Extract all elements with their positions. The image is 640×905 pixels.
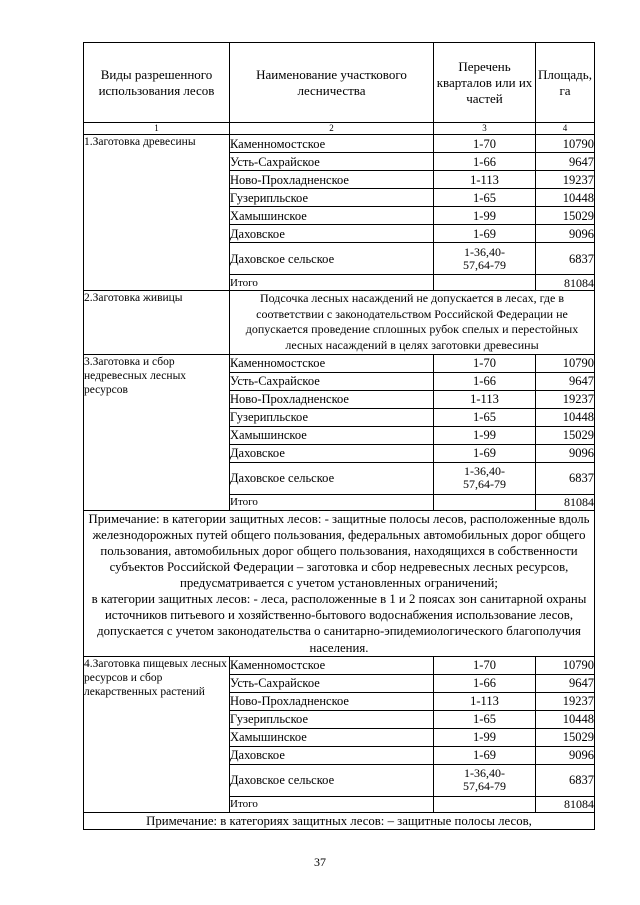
area-value: 15029 bbox=[536, 728, 595, 746]
total-range-empty bbox=[434, 494, 536, 510]
total-label: Итого bbox=[230, 494, 434, 510]
quarter-range: 1-99 bbox=[434, 728, 536, 746]
forestry-name: Ново-Прохладненское bbox=[230, 390, 434, 408]
forestry-name: Хамышинское bbox=[230, 426, 434, 444]
forestry-name: Даховское bbox=[230, 746, 434, 764]
forestry-name: Даховское bbox=[230, 225, 434, 243]
total-label: Итого bbox=[230, 275, 434, 291]
quarter-range: 1-70 bbox=[434, 656, 536, 674]
quarter-range bbox=[434, 764, 536, 796]
category-cell: 1.Заготовка древесины bbox=[84, 135, 230, 291]
column-index: 3 bbox=[434, 123, 536, 135]
area-value: 10448 bbox=[536, 710, 595, 728]
note-paragraph: в категории защитных лесов: - леса, расположенные в 1 и 2 поясах зон санитарной охраны источников питьевого и хозяйственно-бытового водоснабжения использование лесов, допускается с учетом законодательства о санитарно-эпидемиологического благополучия населения. bbox=[91, 592, 587, 655]
area-value: 10790 bbox=[536, 135, 595, 153]
area-value: 9647 bbox=[536, 153, 595, 171]
quarter-range: 1-65 bbox=[434, 189, 536, 207]
total-label: Итого bbox=[230, 796, 434, 812]
area-value: 6837 bbox=[536, 462, 595, 494]
area-value: 10790 bbox=[536, 354, 595, 372]
quarter-range: 1-99 bbox=[434, 426, 536, 444]
quarter-range bbox=[434, 243, 536, 275]
quarter-range: 1-66 bbox=[434, 153, 536, 171]
forestry-name: Каменномостское bbox=[230, 354, 434, 372]
total-range-empty bbox=[434, 796, 536, 812]
forestry-name: Гузерипльское bbox=[230, 189, 434, 207]
quarter-range: 1-65 bbox=[434, 408, 536, 426]
forestry-name: Хамышинское bbox=[230, 207, 434, 225]
quarter-range: 1-70 bbox=[434, 354, 536, 372]
forestry-name: Каменномостское bbox=[230, 656, 434, 674]
table-row bbox=[84, 135, 595, 153]
area-value: 9647 bbox=[536, 372, 595, 390]
note-protective-forests bbox=[84, 510, 595, 656]
area-value: 10790 bbox=[536, 656, 595, 674]
note-row bbox=[84, 812, 595, 829]
area-value: 9647 bbox=[536, 674, 595, 692]
quarter-range-line: 1-36,40- bbox=[464, 464, 505, 479]
quarter-range bbox=[434, 462, 536, 494]
quarter-range-line: 57,64-79 bbox=[463, 477, 506, 492]
forestry-name: Даховское сельское bbox=[230, 243, 434, 275]
area-value: 15029 bbox=[536, 207, 595, 225]
quarter-range: 1-99 bbox=[434, 207, 536, 225]
area-value: 9096 bbox=[536, 225, 595, 243]
table-header-row bbox=[84, 43, 595, 123]
column-index-row bbox=[84, 123, 595, 135]
area-value: 6837 bbox=[536, 764, 595, 796]
total-area: 81084 bbox=[536, 275, 595, 291]
area-value: 19237 bbox=[536, 692, 595, 710]
quarter-range-line: 1-36,40- bbox=[464, 766, 505, 781]
forestry-name: Даховское сельское bbox=[230, 462, 434, 494]
quarter-range: 1-65 bbox=[434, 710, 536, 728]
resin-note: Подсочка лесных насаждений не допускается в лесах, где в соответствии с законодательством Российской Федерации не допускается проведение сплошных рубок спелых и перестойных лесных насаждений в целях заготовки древесины bbox=[230, 291, 595, 355]
forestry-name: Ново-Прохладненское bbox=[230, 171, 434, 189]
area-value: 9096 bbox=[536, 746, 595, 764]
area-value: 10448 bbox=[536, 189, 595, 207]
column-index: 4 bbox=[536, 123, 595, 135]
quarter-range: 1-69 bbox=[434, 444, 536, 462]
quarter-range-line: 57,64-79 bbox=[463, 257, 506, 272]
quarter-range: 1-113 bbox=[434, 692, 536, 710]
quarter-range: 1-66 bbox=[434, 372, 536, 390]
note-row bbox=[84, 510, 595, 656]
forestry-name: Каменномостское bbox=[230, 135, 434, 153]
forestry-name: Хамышинское bbox=[230, 728, 434, 746]
category-cell: 4.Заготовка пищевых лесных ресурсов и сбор лекарственных растений bbox=[84, 656, 230, 812]
forestry-name: Усть-Сахрайское bbox=[230, 674, 434, 692]
area-value: 10448 bbox=[536, 408, 595, 426]
forest-use-table bbox=[83, 42, 595, 830]
quarter-range: 1-69 bbox=[434, 225, 536, 243]
category-cell: 2.Заготовка живицы bbox=[84, 291, 230, 355]
area-value: 19237 bbox=[536, 390, 595, 408]
forestry-name: Даховское bbox=[230, 444, 434, 462]
forestry-name: Гузерипльское bbox=[230, 710, 434, 728]
table-row bbox=[84, 656, 595, 674]
column-index: 1 bbox=[84, 123, 230, 135]
quarter-range: 1-113 bbox=[434, 171, 536, 189]
quarter-range-line: 1-36,40- bbox=[464, 244, 505, 259]
table-row bbox=[84, 354, 595, 372]
header-use-type: Виды разрешенного использования лесов bbox=[84, 43, 230, 123]
area-value: 15029 bbox=[536, 426, 595, 444]
area-value: 9096 bbox=[536, 444, 595, 462]
forestry-name: Гузерипльское bbox=[230, 408, 434, 426]
note-continued: Примечание: в категориях защитных лесов: – защитные полосы лесов, bbox=[84, 812, 595, 829]
note-paragraph: Примечание: в категории защитных лесов: - защитные полосы лесов, расположенные вдоль железнодорожных путей общего пользования, федеральных автомобильных дорог общего пользования, автомобильных дорог общего пользования, находящихся в собственности субъектов Российской Федерации – заготовка и сбор недревесных лесных ресурсов, предусматривается с учетом установленных ограничений; bbox=[88, 511, 590, 591]
quarter-range: 1-66 bbox=[434, 674, 536, 692]
quarter-range: 1-113 bbox=[434, 390, 536, 408]
category-cell: 3.Заготовка и сбор недревесных лесных ресурсов bbox=[84, 354, 230, 510]
forestry-name: Усть-Сахрайское bbox=[230, 372, 434, 390]
header-quarters: Перечень кварталов или их частей bbox=[434, 43, 536, 123]
total-range-empty bbox=[434, 275, 536, 291]
total-area: 81084 bbox=[536, 796, 595, 812]
area-value: 19237 bbox=[536, 171, 595, 189]
quarter-range-line: 57,64-79 bbox=[463, 779, 506, 794]
page-number: 37 bbox=[314, 855, 326, 869]
forestry-name: Ново-Прохладненское bbox=[230, 692, 434, 710]
quarter-range: 1-70 bbox=[434, 135, 536, 153]
column-index: 2 bbox=[230, 123, 434, 135]
area-value: 6837 bbox=[536, 243, 595, 275]
header-forestry-name: Наименование участкового лесничества bbox=[230, 43, 434, 123]
quarter-range: 1-69 bbox=[434, 746, 536, 764]
forestry-name: Даховское сельское bbox=[230, 764, 434, 796]
total-area: 81084 bbox=[536, 494, 595, 510]
header-area: Площадь, га bbox=[536, 43, 595, 123]
table-row bbox=[84, 291, 595, 355]
forestry-name: Усть-Сахрайское bbox=[230, 153, 434, 171]
